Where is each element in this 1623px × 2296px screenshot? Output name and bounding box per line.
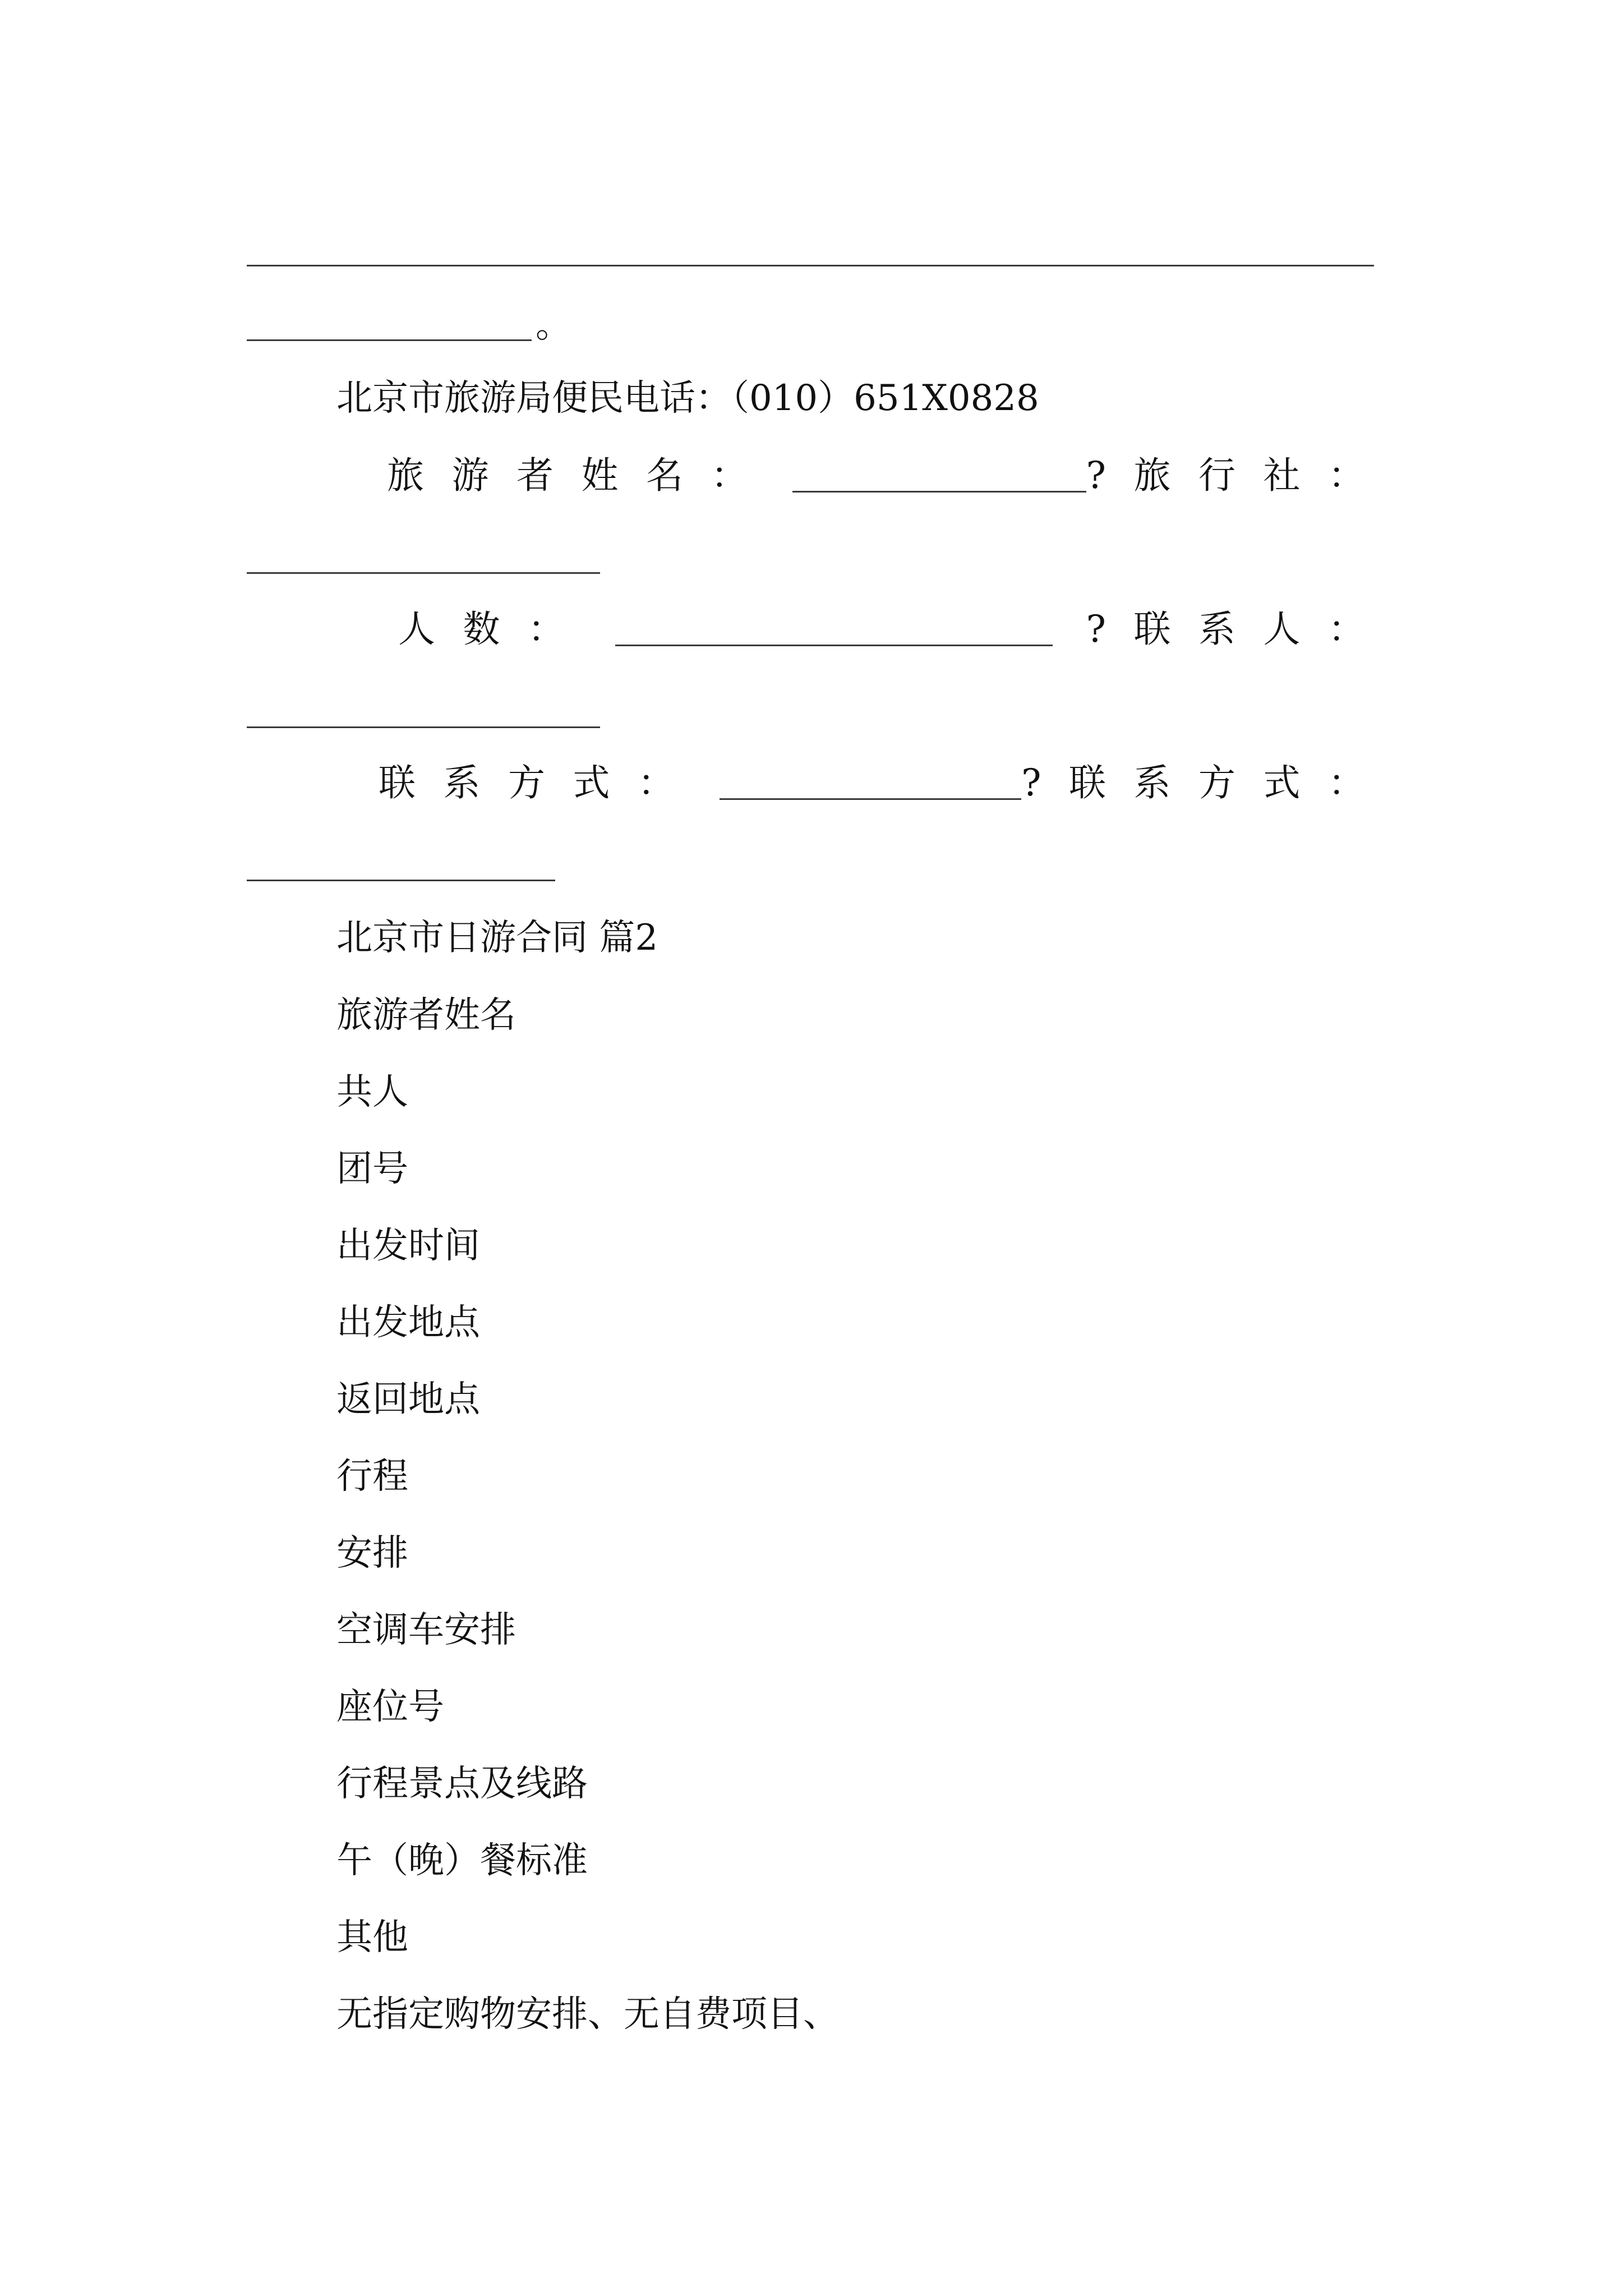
hotline-text: 北京市旅游局便民电话：（010）651X0828 — [336, 378, 1039, 419]
list-item: 行程 — [336, 1456, 408, 1497]
list-item: 空调车安排 — [336, 1609, 516, 1651]
list-item: 午（晚）餐标准 — [336, 1840, 588, 1881]
travel-agency-blank[interactable] — [247, 572, 600, 574]
list-item: 座位号 — [336, 1686, 444, 1728]
form-row-traveler — [387, 453, 1393, 498]
list-item: 共人 — [336, 1071, 408, 1113]
list-item: 安排 — [336, 1533, 408, 1574]
list-item: 其他 — [336, 1917, 408, 1958]
people-count-label: 人数： — [398, 608, 593, 651]
fill-line-short — [247, 339, 532, 341]
form-row-contact — [379, 761, 1393, 806]
contact-person-blank[interactable] — [247, 726, 600, 728]
list-item: 返回地点 — [336, 1379, 480, 1420]
section-title: 北京市日游合同 篇2 — [336, 917, 658, 959]
contact-method-label: 联系方式： — [379, 761, 703, 804]
contact-person-label: ?联系人： — [1086, 608, 1393, 651]
contact-method-blank-2[interactable] — [247, 880, 555, 881]
list-item: 出发地点 — [336, 1302, 480, 1343]
contact-method-blank[interactable] — [720, 798, 1022, 800]
list-item: 团号 — [336, 1148, 408, 1190]
list-item: 旅游者姓名 — [336, 995, 516, 1036]
list-item: 行程景点及线路 — [336, 1763, 588, 1805]
contact-method-label-2: ?联系方式： — [1021, 761, 1393, 804]
list-item: 无指定购物安排、无自费项目、 — [336, 1994, 839, 2035]
travel-agency-label: ?旅行社： — [1086, 454, 1393, 497]
period-mark: 。 — [536, 305, 571, 346]
traveler-name-label: 旅游者姓名： — [387, 454, 776, 497]
list-item: 出发时间 — [336, 1225, 480, 1267]
people-count-blank[interactable] — [615, 645, 1053, 646]
fill-line-full — [247, 265, 1374, 266]
form-row-count — [398, 607, 1393, 652]
traveler-name-blank[interactable] — [792, 491, 1086, 493]
